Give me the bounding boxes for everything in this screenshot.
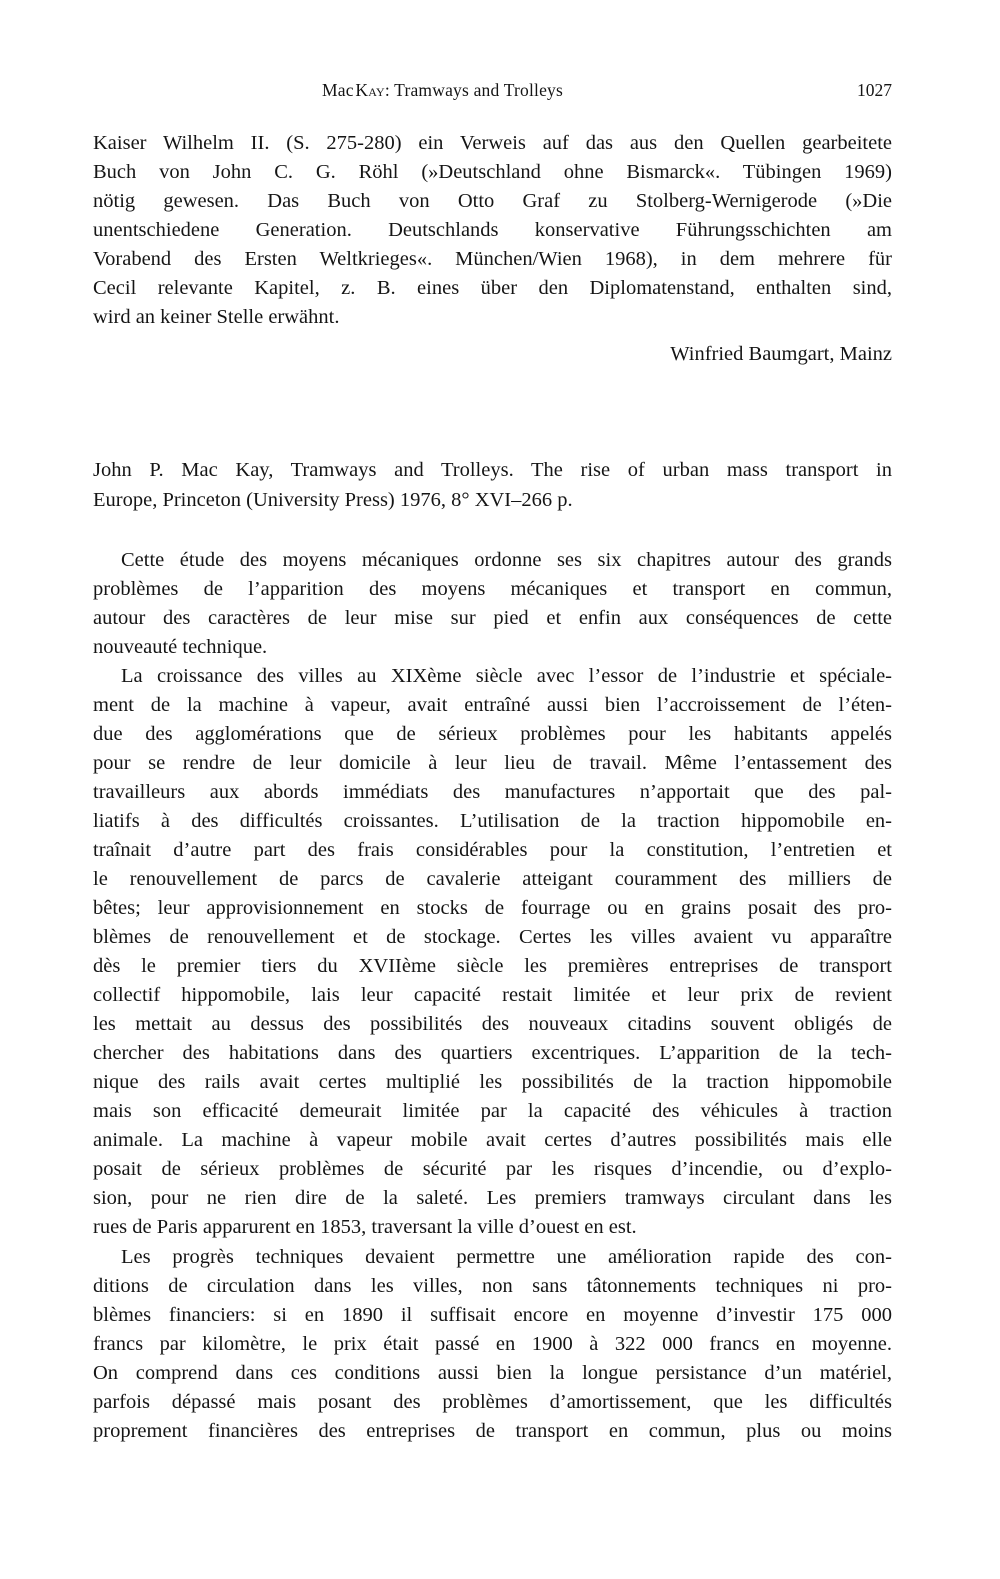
text-line: Cette étude des moyens mécaniques ordonne ses six chapitres autour des grands xyxy=(121,549,892,571)
text-line: ditions de circulation dans les villes, non sans tâtonnements techniques ni pro- xyxy=(93,1275,892,1297)
text-line: pour se rendre de leur domicile à leur lieu de travail. Même l’entassement des xyxy=(93,752,892,774)
text-line: traînait d’autre part des frais considérables pour la constitution, l’entretien et xyxy=(93,839,892,861)
text-line: nouveauté technique. xyxy=(93,636,268,658)
text-line: sion, pour ne rien dire de la saleté. Les premiers tramways circulant dans les xyxy=(93,1187,892,1209)
text-line: autour des caractères de leur mise sur pied et enfin aux conséquences de cette xyxy=(93,607,892,629)
text-line: mais son efficacité demeurait limitée par la capacité des véhicules à traction xyxy=(93,1100,892,1122)
text-line: bêtes; leur approvisionnement en stocks de fourrage ou en grains posait des pro- xyxy=(93,897,892,919)
text-line: animale. La machine à vapeur mobile avait certes d’autres possibilités mais elle xyxy=(93,1129,892,1151)
text-line: rues de Paris apparurent en 1853, traversant la ville d’ouest en est. xyxy=(93,1216,637,1238)
text-line: blèmes de renouvellement et de stockage. Certes les villes avaient vu apparaître xyxy=(93,926,892,948)
text-line: le renouvellement de parcs de cavalerie atteigant couramment des milliers de xyxy=(93,868,892,890)
book-citation: John P. Mac Kay, Tramways and Trolleys. The rise of urban mass transport in xyxy=(93,459,892,481)
text-line: problèmes de l’apparition des moyens mécaniques et transport en commun, xyxy=(93,578,892,600)
text-line: On comprend dans ces conditions aussi bien la longue persistance d’un matériel, xyxy=(93,1362,892,1384)
text-line: blèmes financiers: si en 1890 il suffisait encore en moyenne d’investir 175 000 xyxy=(93,1304,892,1326)
running-title-author: Kay xyxy=(355,80,385,100)
text-line: Cecil relevante Kapitel, z. B. eines über den Diplomatenstand, enthalten sind, xyxy=(93,277,892,299)
page-number: 1027 xyxy=(857,80,892,100)
reviewer-signature: Winfried Baumgart, Mainz xyxy=(670,343,892,365)
text-line: La croissance des villes au XIXème siècle avec l’essor de l’industrie et spéciale- xyxy=(121,665,892,687)
text-line: dès le premier tiers du XVIIème siècle les premières entreprises de transport xyxy=(93,955,892,977)
text-line: Vorabend des Ersten Weltkrieges«. München/Wien 1968), in dem mehrere für xyxy=(93,248,892,270)
text-line: proprement financières des entreprises de transport en commun, plus ou moins xyxy=(93,1420,892,1442)
text-line: Buch von John C. G. Röhl (»Deutschland ohne Bismarck«. Tübingen 1969) xyxy=(93,161,892,183)
book-citation: Europe, Princeton (University Press) 1976, 8° XVI–266 p. xyxy=(93,489,573,511)
text-line: Les progrès techniques devaient permettre une amélioration rapide des con- xyxy=(121,1246,892,1268)
text-line: collectif hippomobile, lais leur capacité restait limitée et leur prix de revient xyxy=(93,984,892,1006)
text-line: ment de la machine à vapeur, avait entraîné aussi bien l’accroissement de l’éten- xyxy=(93,694,892,716)
running-title-text: : Tramways and Trolleys xyxy=(384,80,564,100)
text-line: Kaiser Wilhelm II. (S. 275-280) ein Verweis auf das aus den Quellen gearbeitete xyxy=(93,132,892,154)
text-line: liatifs à des difficultés croissantes. L’utilisation de la traction hippomobile en- xyxy=(93,810,892,832)
text-line: unentschiedene Generation. Deutschlands konservative Führungsschichten am xyxy=(93,219,892,241)
text-line: wird an keiner Stelle erwähnt. xyxy=(93,306,340,328)
text-line: francs par kilomètre, le prix était passé en 1900 à 322 000 francs en moyenne. xyxy=(93,1333,892,1355)
text-line: due des agglomérations que de sérieux problèmes pour les habitants appelés xyxy=(93,723,892,745)
text-line: chercher des habitations dans des quartiers excentriques. L’apparition de la tech- xyxy=(93,1042,892,1064)
running-title-author-prefix: Mac xyxy=(322,80,354,100)
text-line: parfois dépassé mais posant des problèmes d’amortissement, que les difficultés xyxy=(93,1391,892,1413)
text-line: travailleurs aux abords immédiats des manufactures n’apportait que des pal- xyxy=(93,781,892,803)
text-line: nötig gewesen. Das Buch von Otto Graf zu Stolberg-Wernigerode (»Die xyxy=(93,190,892,212)
text-line: posait de sérieux problèmes de sécurité par les risques d’incendie, ou d’explo- xyxy=(93,1158,892,1180)
running-title xyxy=(322,80,563,100)
text-line: les mettait au dessus des possibilités des nouveaux citadins souvent obligés de xyxy=(93,1013,892,1035)
text-line: nique des rails avait certes multiplié les possibilités de la traction hippomobile xyxy=(93,1071,892,1093)
